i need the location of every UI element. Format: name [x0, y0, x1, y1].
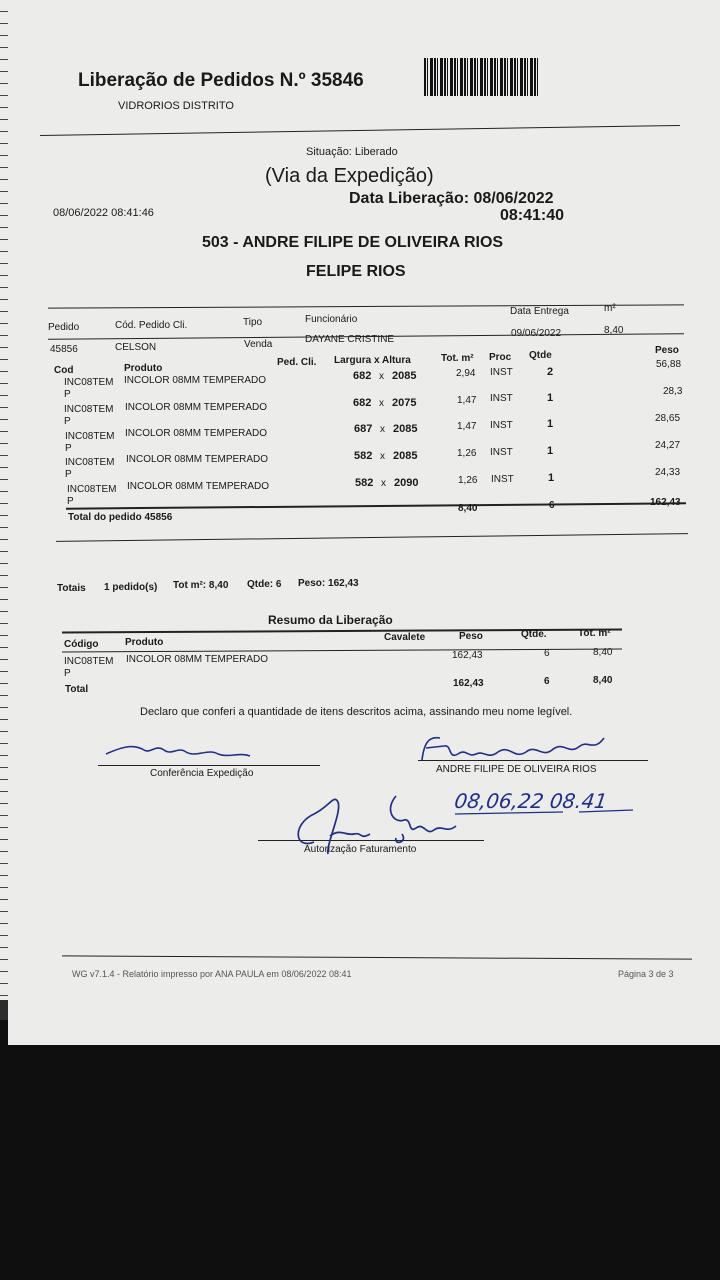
header-produto: Produto	[124, 363, 163, 374]
header-qtde: Qtde	[529, 350, 552, 361]
signature-line	[98, 765, 320, 766]
item-times: x	[380, 451, 385, 462]
resumo-header-qtde: Qtde.	[521, 629, 547, 640]
item-cod-suffix: P	[65, 443, 72, 454]
item-qtde: 1	[548, 472, 555, 484]
signature-conferencia	[104, 740, 254, 764]
header-ped-cli: Ped. Cli.	[277, 357, 317, 368]
order-total-peso: 162,43	[650, 497, 681, 508]
item-cod-suffix: P	[64, 416, 71, 427]
item-largura: 687	[354, 423, 373, 435]
item-cod-suffix: P	[64, 389, 71, 400]
resumo-codigo: INC08TEM	[64, 656, 114, 667]
situacao: Situação: Liberado	[306, 146, 398, 158]
item-proc: INST	[490, 393, 513, 404]
item-tot-m2: 1,26	[457, 448, 477, 459]
item-tot-m2: 1,26	[458, 475, 478, 486]
resumo-header-produto: Produto	[125, 637, 164, 648]
resumo-tot-m2: 8,40	[593, 647, 613, 658]
divider	[66, 502, 686, 509]
totals-pedidos: 1 pedido(s)	[104, 582, 158, 593]
print-timestamp: 08/06/2022 08:41:46	[53, 207, 154, 219]
resumo-total-label: Total	[65, 684, 89, 695]
item-largura: 582	[354, 450, 373, 462]
order-total-m2: 8,40	[458, 503, 478, 514]
page-number: Página 3 de 3	[618, 969, 674, 979]
item-altura: 2090	[394, 477, 419, 489]
order-funcionario: DAYANE CRISTINE	[305, 334, 395, 345]
resumo-header-cavalete: Cavalete	[384, 632, 426, 643]
item-cod: INC08TEM	[65, 457, 115, 468]
header-tot-m2: Tot. m²	[441, 353, 474, 364]
resumo-total-m2: 8,40	[593, 675, 613, 686]
hora-liberacao: 08:41:40	[500, 207, 565, 224]
document-title: Liberação de Pedidos N.º 35846	[78, 70, 364, 91]
item-largura: 682	[353, 397, 372, 409]
resumo-header-codigo: Código	[64, 639, 99, 650]
item-peso: 28,3	[663, 386, 683, 397]
item-cod: INC08TEM	[67, 484, 117, 495]
item-altura: 2085	[393, 450, 418, 462]
resumo-produto: INCOLOR 08MM TEMPERADO	[126, 654, 269, 665]
order-total-qtde: 6	[549, 500, 555, 511]
order-data-entrega: 09/06/2022	[511, 328, 562, 339]
signature-cliente	[418, 732, 608, 766]
item-qtde: 1	[547, 418, 554, 430]
header-cod: Cod	[54, 365, 74, 376]
item-cod: INC08TEM	[65, 431, 115, 442]
order-tipo: Venda	[244, 339, 273, 350]
totals-peso: Peso: 162,43	[298, 578, 359, 589]
header-peso: Peso	[655, 345, 679, 356]
resumo-codigo-suffix: P	[64, 668, 71, 679]
signature-label-autorizacao: Autorização Faturamento	[304, 844, 417, 855]
item-proc: INST	[490, 367, 513, 378]
totals-m2: Tot m²: 8,40	[173, 580, 229, 591]
item-altura: 2085	[392, 370, 417, 382]
item-times: x	[379, 371, 384, 382]
item-qtde: 1	[547, 392, 554, 404]
totals-qtde: Qtde: 6	[247, 579, 282, 590]
resumo-total-peso: 162,43	[453, 678, 484, 689]
item-produto: INCOLOR 08MM TEMPERADO	[126, 454, 269, 465]
divider	[62, 955, 692, 959]
declaration: Declaro que conferi a quantidade de itens descritos acima, assinando meu nome legível.	[140, 706, 573, 718]
svg-text:08,06,22 08.41: 08,06,22 08.41	[453, 789, 609, 813]
item-peso: 28,65	[655, 413, 681, 424]
item-peso: 24,27	[655, 440, 681, 451]
client-short-name: FELIPE RIOS	[306, 263, 406, 280]
item-cod: INC08TEM	[64, 377, 114, 388]
item-altura: 2075	[392, 397, 417, 409]
divider	[40, 125, 680, 136]
data-liberacao: Data Liberação: 08/06/2022	[349, 190, 554, 207]
item-proc: INST	[490, 420, 513, 431]
item-qtde: 2	[547, 366, 554, 378]
item-times: x	[381, 478, 386, 489]
item-produto: INCOLOR 08MM TEMPERADO	[125, 402, 268, 413]
handwritten-date	[453, 784, 643, 818]
totals-label: Totais	[57, 583, 86, 594]
item-altura: 2085	[393, 423, 418, 435]
header-m2: m²	[604, 303, 616, 314]
signature-label-cliente: ANDRE FILIPE DE OLIVEIRA RIOS	[436, 764, 597, 775]
barcode	[424, 58, 538, 96]
resumo-header-tot-m2: Tot. m²	[578, 628, 611, 639]
divider	[62, 649, 622, 653]
header-tipo: Tipo	[243, 317, 263, 328]
item-produto: INCOLOR 08MM TEMPERADO	[125, 428, 268, 439]
item-qtde: 1	[547, 445, 554, 457]
item-produto: INCOLOR 08MM TEMPERADO	[124, 375, 267, 386]
header-largura-altura: Largura x Altura	[334, 355, 411, 366]
item-proc: INST	[490, 447, 513, 458]
signature-label-conferencia: Conferência Expedição	[150, 768, 254, 779]
order-m2: 8,40	[604, 325, 624, 336]
header-proc: Proc	[489, 352, 512, 363]
background-dark	[0, 1020, 720, 1280]
footer-info: WG v7.1.4 - Relatório impresso por ANA PAULA em 08/06/2022 08:41	[72, 969, 352, 979]
divider	[56, 533, 688, 542]
resumo-total-qtde: 6	[544, 676, 550, 687]
item-cod: INC08TEM	[64, 404, 114, 415]
resumo-qtde: 6	[544, 648, 550, 659]
via: (Via da Expedição)	[265, 165, 434, 187]
resumo-title: Resumo da Liberação	[268, 613, 393, 627]
item-times: x	[380, 424, 385, 435]
page-edge	[0, 0, 8, 1000]
header-funcionario: Funcionário	[305, 314, 358, 325]
item-proc: INST	[491, 474, 514, 485]
item-peso: 56,88	[656, 359, 682, 370]
item-tot-m2: 1,47	[457, 421, 477, 432]
divider	[48, 304, 684, 308]
header-cod-pedido-cli: Cód. Pedido Cli.	[115, 320, 188, 331]
resumo-header-peso: Peso	[459, 631, 483, 642]
order-pedido: 45856	[50, 344, 78, 355]
item-tot-m2: 2,94	[456, 368, 476, 379]
item-cod-suffix: P	[65, 469, 72, 480]
item-tot-m2: 1,47	[457, 395, 477, 406]
item-peso: 24,33	[655, 467, 681, 478]
header-pedido: Pedido	[48, 322, 80, 333]
item-largura: 682	[353, 370, 372, 382]
item-produto: INCOLOR 08MM TEMPERADO	[127, 481, 270, 492]
order-cod-pedido-cli: CELSON	[115, 342, 157, 353]
header-data-entrega: Data Entrega	[510, 306, 569, 317]
item-times: x	[379, 398, 384, 409]
company-name: VIDRORIOS DISTRITO	[118, 100, 234, 112]
item-cod-suffix: P	[67, 496, 74, 507]
resumo-peso: 162,43	[452, 650, 483, 661]
item-largura: 582	[355, 477, 374, 489]
document-page	[8, 0, 720, 1045]
order-total-label: Total do pedido 45856	[68, 512, 173, 523]
client-name: 503 - ANDRE FILIPE DE OLIVEIRA RIOS	[202, 234, 504, 251]
